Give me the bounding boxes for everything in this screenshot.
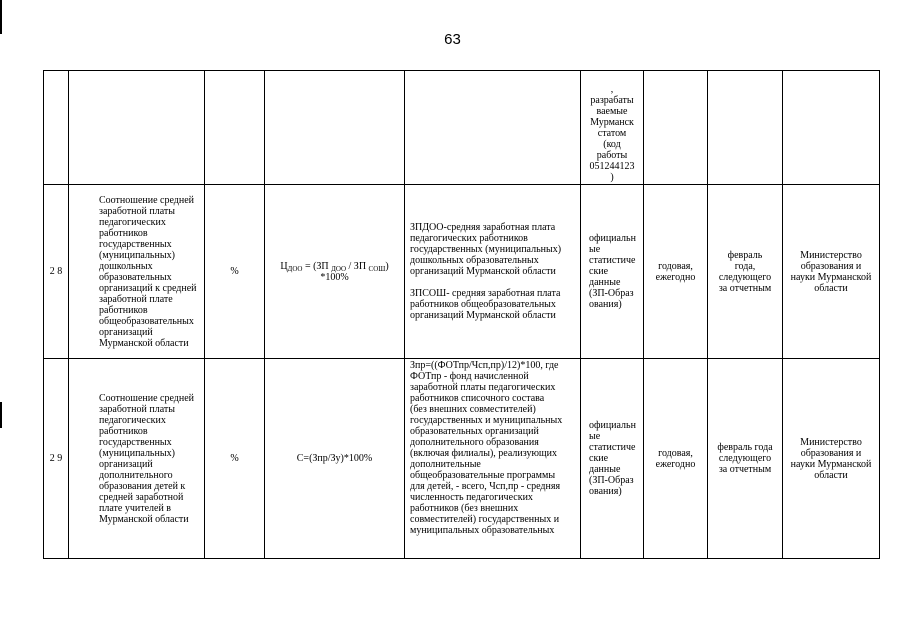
table-row-29 <box>44 359 880 559</box>
text-line: образовательных организаций <box>410 426 539 437</box>
cell-empty <box>69 71 205 185</box>
text-line: разрабаты <box>590 95 634 106</box>
table-row-continuation <box>44 71 880 185</box>
description-cell <box>405 359 581 559</box>
page-number: 63 <box>444 31 461 48</box>
cell-empty <box>708 71 783 185</box>
text-line: ежегодно <box>655 458 696 470</box>
text-line: (ЗП-Образ <box>589 475 634 486</box>
text-line: совместителей) государственных и <box>410 514 560 525</box>
text-line: (ЗП-Образ <box>589 288 634 299</box>
text-line: официальн <box>589 420 636 431</box>
formula-text: Ц <box>280 260 288 272</box>
text-line: науки Мурманской <box>790 458 872 470</box>
text-line: ования) <box>589 486 622 497</box>
text-line: Министерство <box>800 436 862 448</box>
text-line: официальн <box>589 233 636 244</box>
text-line: года, <box>734 260 756 272</box>
text-line: области <box>814 282 848 294</box>
text-line: образования и <box>800 447 862 459</box>
responsible-cell <box>783 359 880 559</box>
text-line: заработной платы педагогических <box>410 382 556 393</box>
cell-empty <box>644 71 708 185</box>
text-line: ) <box>610 172 614 183</box>
source-cell <box>581 359 644 559</box>
formula-text: = (ЗП <box>302 260 332 272</box>
text-line: Зпр=((ФОТпр/Чсп,пр)/12)*100, где <box>410 360 559 371</box>
indicator-name: Соотношение средней заработной платы педагогических работников государственных (муниципальных) дошкольных образовательных организаций к средней заработной плате работников общеобразовательных организаций Мурманской области <box>69 185 205 359</box>
text-line: общеобразовательные программы <box>410 470 556 481</box>
text-line: годовая, <box>658 447 693 459</box>
formula-text: *100% <box>320 271 349 283</box>
cell-empty <box>783 71 880 185</box>
description-cell <box>405 185 581 359</box>
text-line: Мурманск <box>590 117 634 128</box>
text-line: работы <box>596 150 628 161</box>
formula-text: / ЗП <box>346 260 369 272</box>
formula-text: ) <box>385 260 389 272</box>
text-line: 051244123 <box>589 161 635 172</box>
text-line: муниципальных образовательных <box>410 525 555 536</box>
text-line: для детей, - всего, Чсп,пр - средняя <box>410 481 561 492</box>
text-line: дополнительные <box>410 459 481 470</box>
text-line: ежегодно <box>655 271 696 283</box>
formula-cell <box>265 185 405 359</box>
cell-empty <box>205 71 265 185</box>
text-line: данные <box>589 464 621 475</box>
text-line: дополнительного образования <box>410 437 539 448</box>
cell-empty <box>265 71 405 185</box>
text-line: следующего <box>718 271 772 283</box>
description-paragraph: ЗПДОО-средняя заработная плата педагогических работников государственных (муниципальных) дошкольных образовательных организаций Мурманской области <box>410 222 562 277</box>
text-line: ские <box>589 266 609 277</box>
text-line: за отчетным <box>718 282 772 294</box>
left-edge-mark-middle <box>0 402 2 428</box>
text-line: , <box>610 84 614 95</box>
formula-subscript: СОШ <box>368 264 386 273</box>
text-line: образования и <box>800 260 862 272</box>
text-line: ваемые <box>596 106 628 117</box>
text-line: годовая, <box>658 260 693 272</box>
indicators-table <box>43 70 880 559</box>
text-line: численность педагогических <box>410 492 533 503</box>
text-line: государственных и муниципальных <box>410 415 563 426</box>
deadline-cell <box>708 359 783 559</box>
text-line: ские <box>589 453 609 464</box>
unit-cell: % <box>205 185 265 359</box>
text-line: (код <box>603 139 621 150</box>
row-number: 2 8 <box>44 185 69 359</box>
text-line: Министерство <box>800 249 862 261</box>
text-line: работников списочного состава <box>410 393 545 404</box>
text-line: данные <box>589 277 621 288</box>
left-edge-mark-top <box>0 0 2 34</box>
deadline-cell <box>708 185 783 359</box>
text-line: области <box>814 469 848 481</box>
unit-cell: % <box>205 359 265 559</box>
periodicity-cell <box>644 185 708 359</box>
table-row-28 <box>44 185 880 359</box>
text-line: статистиче <box>589 255 636 266</box>
text-line: науки Мурманской <box>790 271 872 283</box>
formula-subscript: ДОО <box>331 264 347 273</box>
row-number: 2 9 <box>44 359 69 559</box>
text-line: (включая филиалы), реализующих <box>410 448 557 459</box>
text-line: февраль <box>727 249 763 261</box>
text-line: работников (без внешних <box>410 503 519 514</box>
text-line: статистиче <box>589 442 636 453</box>
text-line: ые <box>589 244 601 255</box>
source-cell <box>581 185 644 359</box>
text-line: следующего <box>718 453 772 464</box>
indicator-name: Соотношение средней заработной платы педагогических работников государственных (муниципальных) организаций дополнительного образования детей к средней заработной плате учителей в Мурманской области <box>69 359 205 559</box>
text-line: за отчетным <box>718 464 772 475</box>
text-line: ые <box>589 431 601 442</box>
formula-cell: С=(Зпр/Зу)*100% <box>265 359 405 559</box>
text-line: ФОТпр - фонд начисленной <box>410 371 529 382</box>
responsible-cell <box>783 185 880 359</box>
formula-subscript: ДОО <box>287 264 303 273</box>
text-line: (без внешних совместителей) <box>410 404 536 415</box>
text-line: статом <box>597 128 627 139</box>
cell-empty <box>405 71 581 185</box>
text-line: ования) <box>589 299 622 310</box>
cell-source-continuation <box>581 71 644 185</box>
description-paragraph: ЗПСОШ- средняя заработная плата работников общеобразовательных организаций Мурманской области <box>410 288 561 321</box>
periodicity-cell <box>644 359 708 559</box>
cell-empty <box>44 71 69 185</box>
text-line: февраль года <box>717 442 773 453</box>
